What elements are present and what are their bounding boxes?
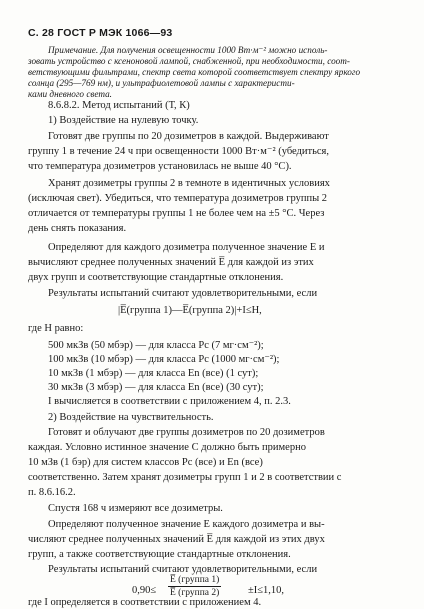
section-heading: 8.6.8.2. Метод испытаний (Т, К) bbox=[48, 100, 190, 111]
paragraph-line: Результаты испытаний считают удовлетворительными, если bbox=[48, 288, 318, 299]
paragraph-line: Определяют для каждого дозиметра полученное значение E и bbox=[48, 242, 325, 253]
note-line-4: солнца (295—769 нм), и ультрафиолетовой лампы с характеристи- bbox=[28, 78, 295, 88]
paragraph-line: группу 1 в течение 24 ч при освещенности 1000 Вт·м⁻² (убедиться, bbox=[28, 146, 330, 157]
formula-2-denominator: E̅ (группа 2) bbox=[170, 588, 220, 598]
paragraph-line: отличается от температуры группы 1 не более чем на ±5 °С. Через bbox=[28, 208, 325, 219]
list-item: 500 мкЗв (50 мбэр) — для класса Pc (7 мг·см⁻²); bbox=[48, 340, 264, 351]
paragraph-line: Хранят дозиметры группы 2 в темноте в идентичных условиях bbox=[48, 178, 330, 189]
paragraph-line: групп, а также соответствующие стандартные отклонения. bbox=[28, 549, 291, 560]
note-line-3: ветствующими фильтрами, спектр света которой соответствует спектру яркого bbox=[28, 67, 361, 77]
list-item: 10 мкЗв (1 мбэр) — для класса En (все) (1 сут); bbox=[48, 368, 259, 379]
formula-2-fraction bbox=[168, 575, 221, 598]
paragraph-line: что температура дозиметров установилась не выше 40 °С). bbox=[28, 161, 292, 172]
paragraph-line: Результаты испытаний считают удовлетворительными, если bbox=[48, 564, 318, 575]
formula-2-right: ±I≤1,10, bbox=[248, 585, 285, 596]
paragraph-line: где H равно: bbox=[28, 323, 84, 334]
page-header: С. 28 ГОСТ Р МЭК 1066—93 bbox=[28, 27, 173, 39]
list-item: 100 мкЗв (10 мбэр) — для класса Pc (1000 мг·см⁻²); bbox=[48, 354, 280, 365]
note-line-1: Примечание. Для получения освещенности 1000 Вт·м⁻² можно исполь- bbox=[48, 45, 328, 55]
note-line-5: ками дневного света. bbox=[28, 89, 112, 99]
paragraph-line: соответственно. Затем хранят дозиметры групп 1 и 2 в соответствии с bbox=[28, 472, 342, 483]
paragraph-line: двух групп и соответствующие стандартные отклонения. bbox=[28, 272, 284, 283]
note-line-2: зовать устройство с ксеноновой лампой, снабженной, при необходимости, соот- bbox=[28, 56, 350, 66]
paragraph-line: I вычисляется в соответствии с приложением 4, п. 2.3. bbox=[48, 396, 291, 407]
paragraph-line: Определяют полученное значение E каждого дозиметра и вы- bbox=[48, 519, 325, 530]
paragraph-line: п. 8.6.16.2. bbox=[28, 487, 76, 498]
paragraph-line: 1) Воздействие на нулевую точку. bbox=[48, 115, 199, 126]
paragraph-line: 2) Воздействие на чувствительность. bbox=[48, 412, 214, 423]
formula-2-numerator: E̅ (группа 1) bbox=[170, 575, 220, 585]
paragraph-line: Готовят две группы по 20 дозиметров в каждой. Выдерживают bbox=[48, 131, 329, 142]
paragraph-line: Спустя 168 ч измеряют все дозиметры. bbox=[48, 503, 223, 514]
formula-1: |E̅(группа 1)—E̅(группа 2)|+I≤H, bbox=[118, 305, 262, 316]
paragraph-line: 10 мЗв (1 бэр) для систем классов Pc (все) и En (все) bbox=[28, 457, 263, 468]
footer-line: где I определяется в соответствии с приложением 4. bbox=[28, 597, 262, 608]
list-item: 30 мкЗв (3 мбэр) — для класса En (все) (30 сут); bbox=[48, 382, 264, 393]
formula-2-left: 0,90≤ bbox=[132, 585, 157, 596]
paragraph-line: каждая. Условно истинное значение C должно быть примерно bbox=[28, 442, 306, 453]
paragraph-line: Готовят и облучают две группы дозиметров по 20 дозиметров bbox=[48, 427, 325, 438]
paragraph-line: числяют среднее полученных значений E̅ для каждой из этих двух bbox=[28, 534, 325, 545]
paragraph-line: вычисляют среднее полученных значений E̅ для каждой из этих bbox=[28, 257, 314, 268]
paragraph-line: день снять показания. bbox=[28, 223, 127, 234]
paragraph-line: (исключая свет). Убедиться, что температура дозиметров группы 2 bbox=[28, 193, 328, 204]
